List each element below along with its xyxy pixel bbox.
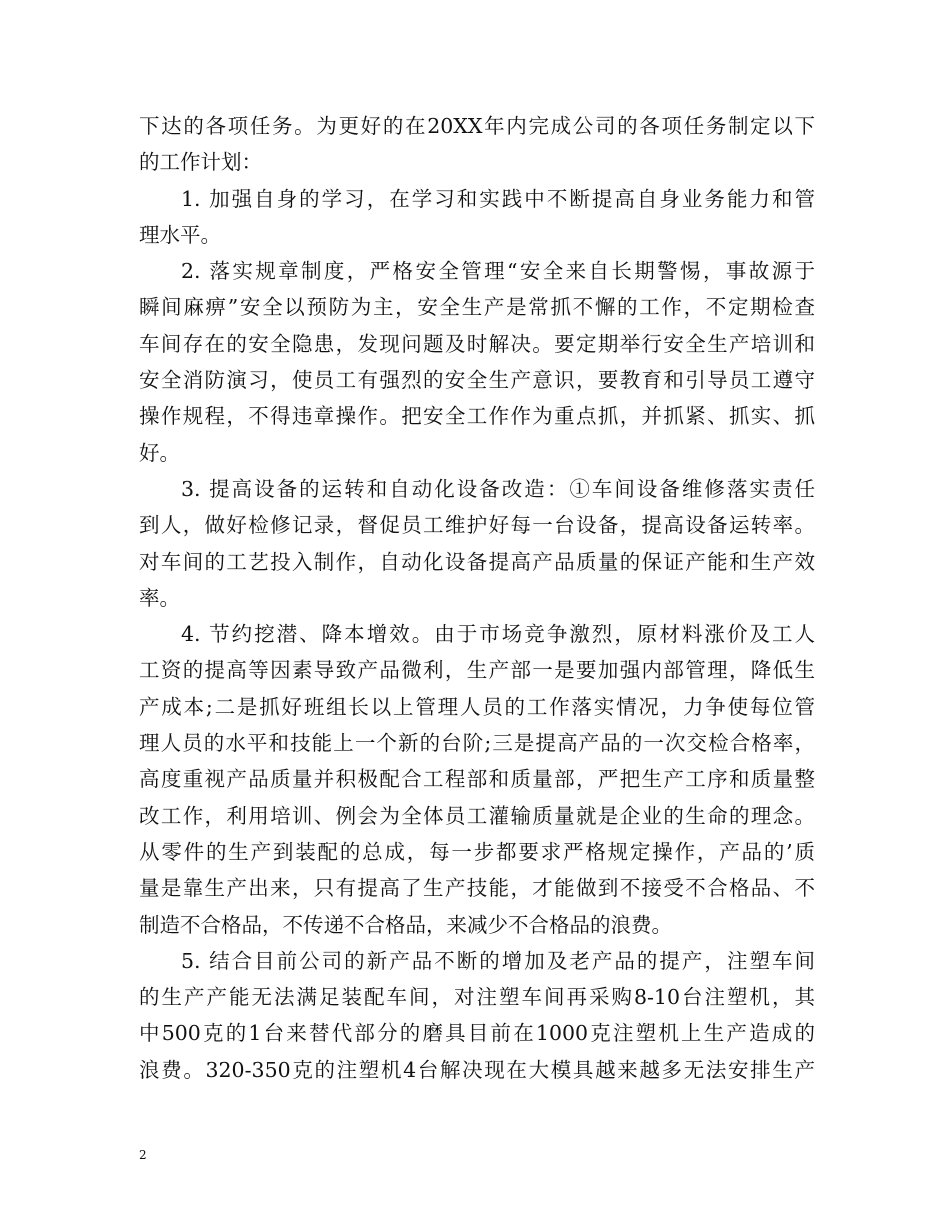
text-line: 5. 结合目前公司的新产品不断的增加及老产品的提产，注塑车间 bbox=[181, 948, 815, 973]
text-line: 率。 bbox=[139, 585, 180, 610]
text-line: 车间存在的安全隐患，发现问题及时解决。要定期举行安全生产培训和 bbox=[139, 331, 815, 356]
text-line: 瞬间麻痹”安全以预防为主，安全生产是常抓不懈的工作，不定期检查 bbox=[139, 295, 815, 320]
text-line: 的工作计划： bbox=[139, 150, 262, 175]
text-line: 制造不合格品，不传递不合格品，来减少不合格品的浪费。 bbox=[139, 912, 672, 937]
text-line: 浪费。320-350克的注塑机4台解决现在大模具越来越多无法安排生产 bbox=[139, 1057, 815, 1082]
text-line: 产成本;二是抓好班组长以上管理人员的工作落实情况，力争使每位管 bbox=[139, 694, 815, 719]
text-line: 操作规程，不得违章操作。把安全工作作为重点抓，并抓紧、抓实、抓 bbox=[139, 404, 815, 429]
text-line: 好。 bbox=[139, 440, 180, 465]
text-line: 改工作，利用培训、例会为全体员工灌输质量就是企业的生命的理念。 bbox=[139, 803, 815, 828]
text-line: 量是靠生产出来，只有提高了生产技能，才能做到不接受不合格品、不 bbox=[139, 876, 815, 901]
text-line: 安全消防演习，使员工有强烈的安全生产意识，要教育和引导员工遵守 bbox=[139, 368, 815, 393]
text-line: 中500克的1台来替代部分的磨具目前在1000克注塑机上生产造成的 bbox=[139, 1021, 815, 1046]
text-line: 4. 节约挖潜、降本增效。由于市场竞争激烈，原材料涨价及工人 bbox=[181, 622, 815, 647]
text-line: 下达的各项任务。为更好的在20XX年内完成公司的各项任务制定以下 bbox=[139, 114, 815, 138]
text-line: 2. 落实规章制度，严格安全管理“安全来自长期警惕，事故源于 bbox=[181, 259, 815, 284]
text-line: 到人，做好检修记录，督促员工维护好每一台设备，提高设备运转率。 bbox=[139, 513, 815, 538]
page-number: 2 bbox=[139, 1148, 147, 1162]
text-line: 的生产产能无法满足装配车间，对注塑车间再采购8-10台注塑机，其 bbox=[139, 985, 815, 1010]
text-line: 高度重视产品质量并积极配合工程部和质量部，严把生产工序和质量整 bbox=[139, 767, 815, 792]
text-line: 工资的提高等因素导致产品微利，生产部一是要加强内部管理，降低生 bbox=[139, 658, 815, 683]
text-line: 1. 加强自身的学习，在学习和实践中不断提高自身业务能力和管 bbox=[181, 186, 815, 211]
text-line: 从零件的生产到装配的总成，每一步都要求严格规定操作，产品的’质 bbox=[139, 839, 815, 864]
text-line: 3. 提高设备的运转和自动化设备改造：①车间设备维修落实责任 bbox=[181, 476, 815, 501]
text-line: 理水平。 bbox=[139, 222, 221, 247]
text-line: 对车间的工艺投入制作，自动化设备提高产品质量的保证产能和生产效 bbox=[139, 549, 815, 574]
body-text bbox=[139, 108, 815, 1088]
text-line: 理人员的水平和技能上一个新的台阶;三是提高产品的一次交检合格率， bbox=[139, 731, 815, 756]
